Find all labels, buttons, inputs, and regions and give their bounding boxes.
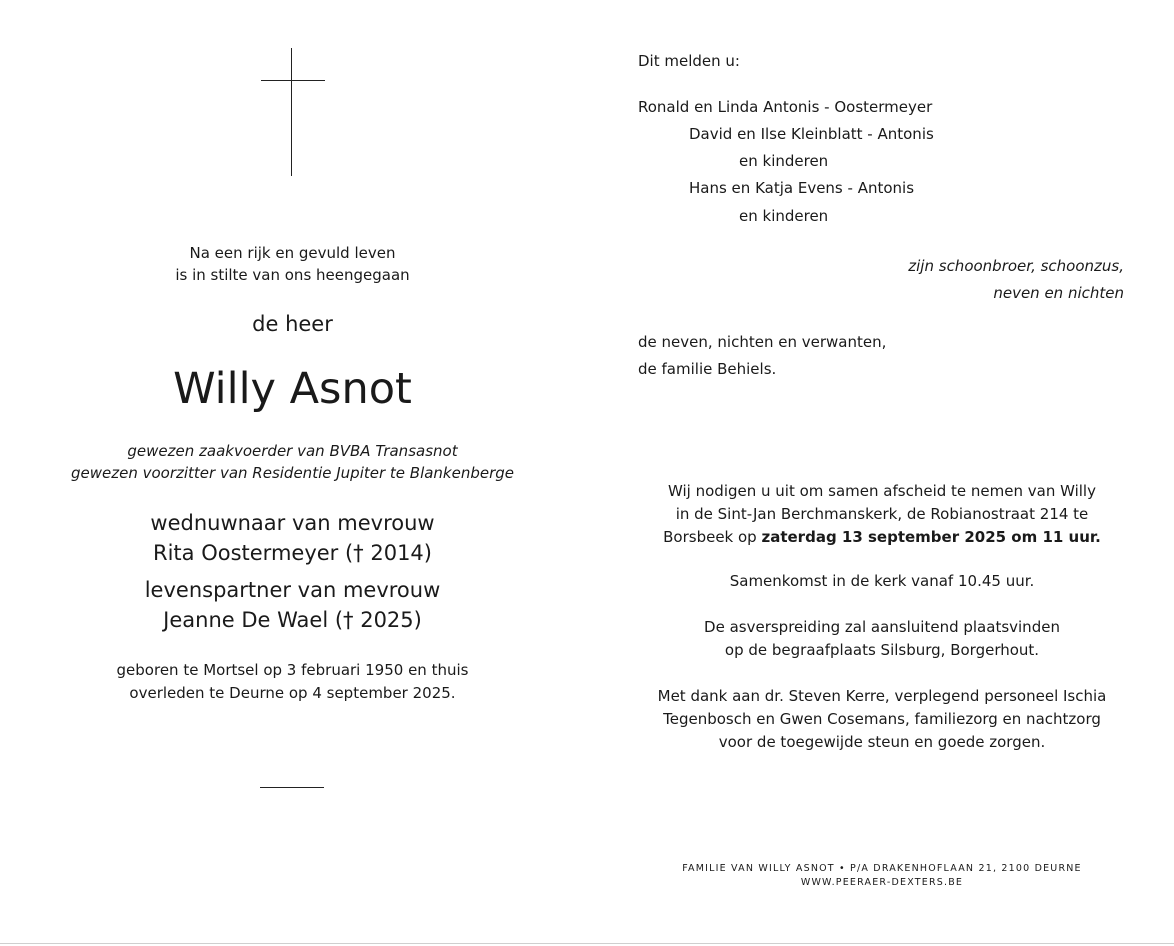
in-laws-line: zijn schoonbroer, schoonzus, (908, 257, 1124, 275)
family-line: Ronald en Linda Antonis - Oostermeyer (638, 98, 933, 116)
scattering-line: De asverspreiding zal aansluitend plaatsvinden (704, 618, 1060, 636)
announce-text: Dit melden u: (638, 52, 740, 70)
intro-text (40, 242, 545, 286)
family-line: David en Ilse Kleinblatt - Antonis (689, 125, 934, 143)
page-bottom-rule (0, 943, 1174, 944)
partner-line: Jeanne De Wael († 2025) (163, 608, 422, 632)
invitation (638, 480, 1126, 549)
thanks-line: Tegenbosch en Gwen Cosemans, familiezorg en nachtzorg (663, 710, 1101, 728)
death-line: overleden te Deurne op 4 september 2025. (129, 684, 456, 702)
relatives (638, 329, 886, 383)
invitation-line: in de Sint-Jan Berchmanskerk, de Robianostraat 214 te (675, 505, 1089, 523)
footer (638, 862, 1126, 890)
divider (260, 787, 324, 788)
role-line: gewezen zaakvoerder van BVBA Transasnot (127, 442, 458, 460)
family-line: en kinderen (739, 207, 829, 225)
intro-line: is in stilte van ons heengegaan (175, 266, 410, 284)
in-laws-line: neven en nichten (993, 284, 1124, 302)
invitation-line: Wij nodigen u uit om samen afscheid te nemen van Willy (668, 482, 1096, 500)
life-dates (40, 659, 545, 705)
footer-address: FAMILIE VAN WILLY ASNOT • P/A DRAKENHOFLAAN 21, 2100 DEURNE (682, 863, 1082, 874)
spouse-line: Rita Oostermeyer († 2014) (153, 541, 432, 565)
thanks-line: Met dank aan dr. Steven Kerre, verplegend personeel Ischia (657, 687, 1107, 705)
relatives-line: de familie Behiels. (638, 360, 777, 378)
cross-icon-bar (261, 80, 325, 81)
invitation-prefix: Borsbeek op (663, 528, 762, 546)
cross-icon (291, 48, 292, 176)
roles (40, 440, 545, 484)
spouse-line: wednuwnaar van mevrouw (150, 511, 435, 535)
family-line: en kinderen (739, 152, 829, 170)
in-laws (908, 253, 1124, 307)
scattering (638, 616, 1126, 662)
footer-website: WWW.PEERAER-DEXTERS.BE (800, 877, 964, 888)
spouse-widower (40, 508, 545, 568)
family-line: Hans en Katja Evens - Antonis (689, 179, 915, 197)
scattering-line: op de begraafplaats Silsburg, Borgerhout. (724, 641, 1040, 659)
deceased-name: Willy Asnot (173, 364, 412, 414)
honorific: de heer (252, 312, 333, 336)
ceremony-datetime: zaterdag 13 september 2025 om 11 uur. (761, 528, 1101, 546)
spouse-partner (40, 575, 545, 635)
thanks (638, 685, 1126, 754)
gathering: Samenkomst in de kerk vanaf 10.45 uur. (729, 572, 1035, 590)
thanks-line: voor de toegewijde steun en goede zorgen. (718, 733, 1046, 751)
birth-line: geboren te Mortsel op 3 februari 1950 en thuis (116, 661, 469, 679)
invitation-line (638, 526, 1126, 549)
relatives-line: de neven, nichten en verwanten, (638, 333, 887, 351)
partner-line: levenspartner van mevrouw (144, 578, 441, 602)
role-line: gewezen voorzitter van Residentie Jupiter te Blankenberge (70, 464, 515, 482)
intro-line: Na een rijk en gevuld leven (189, 244, 396, 262)
